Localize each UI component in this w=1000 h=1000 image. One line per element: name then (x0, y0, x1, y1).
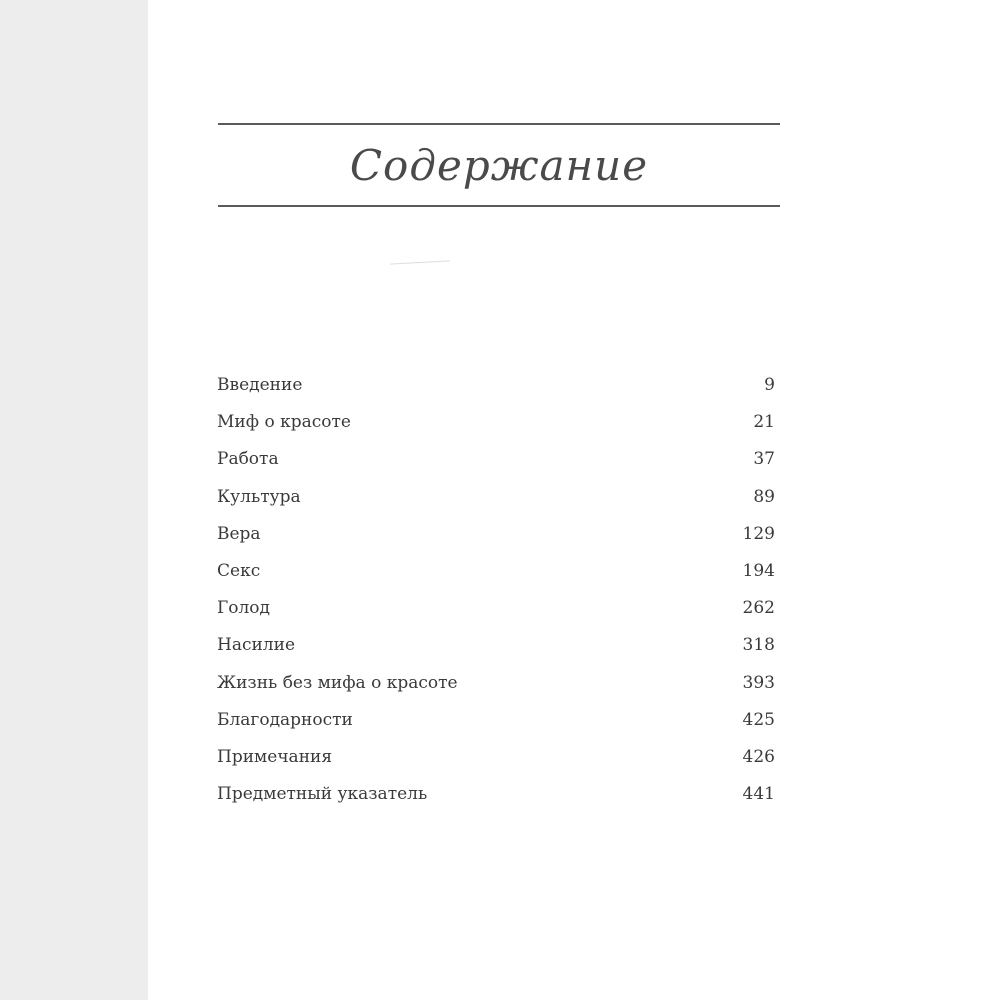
toc-entry-label: Секс (217, 560, 261, 581)
toc-entry-label: Миф о красоте (217, 412, 351, 433)
toc-entry-page: 194 (742, 560, 775, 581)
toc-entry-introduction (217, 372, 775, 409)
title-top-rule (218, 123, 780, 125)
toc-entry-label: Примечания (217, 746, 333, 767)
toc-entry-page: 318 (742, 635, 775, 656)
toc-entry-index (217, 781, 775, 818)
toc-entry-label: Голод (217, 598, 270, 619)
toc-entry-page: 21 (753, 412, 775, 433)
toc-entry-page: 129 (742, 523, 775, 544)
toc-entry-acknowledgements (217, 707, 775, 744)
toc-entry-page: 89 (753, 486, 775, 507)
toc-entry-page: 441 (742, 784, 775, 805)
toc-entry-sex (217, 558, 775, 595)
toc-entry-label: Введение (217, 375, 303, 395)
toc-entry-life-without-myth (217, 670, 775, 707)
toc-entry-culture (217, 484, 775, 521)
toc-entry-work (217, 446, 775, 483)
toc-entry-page: 426 (742, 746, 775, 767)
toc-entry-religion (217, 521, 775, 558)
toc-entry-beauty-myth (217, 409, 775, 446)
page-title: Содержание (349, 141, 649, 190)
toc-entry-page: 9 (764, 375, 775, 395)
toc-entry-label: Культура (217, 486, 301, 507)
toc-entry-label: Насилие (217, 635, 296, 656)
title-bottom-rule (218, 205, 780, 207)
toc-entry-label: Предметный указатель (217, 784, 428, 805)
toc-entry-page: 262 (742, 598, 775, 619)
toc-entry-label: Вера (217, 523, 261, 544)
toc-entry-label: Благодарности (217, 709, 353, 730)
toc-entry-page: 37 (753, 449, 775, 470)
toc-entry-page: 393 (742, 672, 775, 693)
toc-entry-notes (217, 744, 775, 781)
toc-entry-page: 425 (742, 709, 775, 730)
toc-entry-label: Работа (217, 449, 279, 470)
toc-entry-hunger (217, 595, 775, 632)
toc-entry-label: Жизнь без мифа о красоте (217, 672, 458, 693)
toc-entry-violence (217, 632, 775, 669)
table-of-contents (217, 372, 775, 818)
